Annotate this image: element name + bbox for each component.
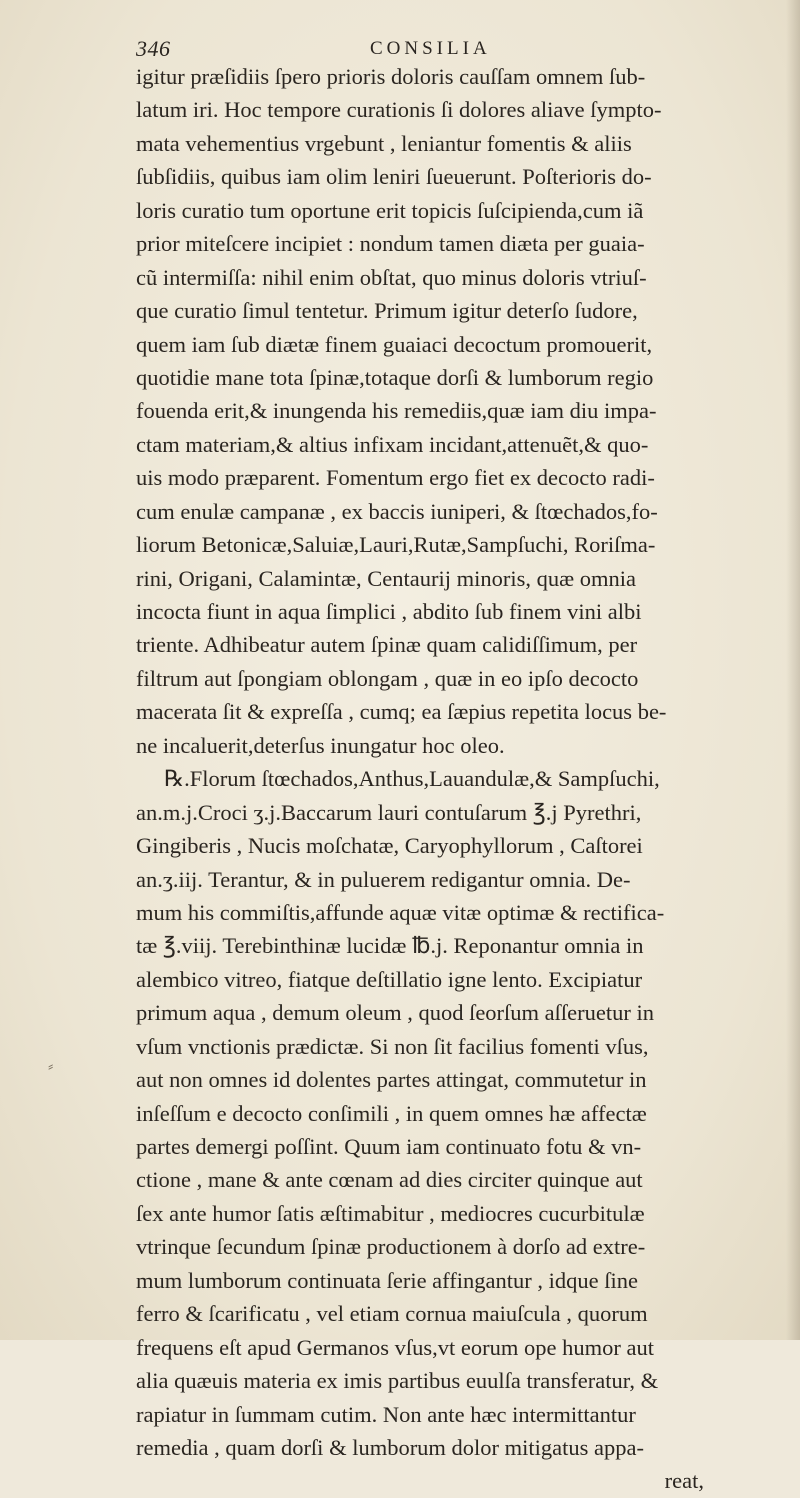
text-line: incocta fiunt in aqua ſimplici , abdito ſub finem vini albi — [136, 599, 642, 624]
text-line: mum lumborum continuata ſerie affingantur , idque ſine — [136, 1267, 638, 1293]
running-head: CONSILIA — [370, 38, 491, 59]
text-line: tæ ℥.viij. Terebinthinæ lucidæ ℔.j. Reponantur omnia in — [136, 933, 644, 959]
page-number: 346 — [136, 36, 171, 61]
text-line: an.m.j.Croci ʒ.j.Baccarum lauri contuſarum ℥.j Pyrethri, — [136, 799, 642, 825]
text-line: mata vehementius vrgebunt , leniantur fomentis & aliis — [136, 130, 632, 156]
text-line: ſex ante humor ſatis æſtimabitur , mediocres cucurbitulæ — [136, 1200, 645, 1226]
text-line: alia quæuis materia ex imis partibus euulſa transferatur, & — [136, 1368, 659, 1394]
text-line: uis modo præparent. Fomentum ergo fiet ex decocto radi- — [136, 465, 655, 491]
text-line: remedia , quam dorſi & lumborum dolor mitigatus appa- — [136, 1434, 645, 1460]
text-line: ferro & ſcarificatu , vel etiam cornua maiuſcula , quorum — [136, 1301, 648, 1327]
text-line: vſum vnctionis prædictæ. Si non ſit facilius fomenti vſus, — [136, 1033, 649, 1059]
text-line: prior miteſcere incipiet : nondum tamen diæta per guaia- — [136, 231, 645, 257]
recipe-line: ℞.Florum ſtœchados,Anthus,Lauandulæ,& Sampſuchi, — [164, 766, 660, 792]
text-line: ctam materiam,& altius infixam incidant,attenuẽt,& quo- — [136, 431, 649, 457]
text-line: alembico vitreo, fiatque deſtillatio igne lento. Excipiatur — [136, 966, 643, 992]
text-line: filtrum aut ſpongiam oblongam , quæ in eo ipſo decocto — [136, 665, 639, 691]
text-line: ſubſidiis, quibus iam olim leniri ſueuerunt. Poſterioris do- — [136, 164, 652, 190]
body-text — [136, 60, 708, 1498]
text-line: cum enulæ campanæ , ex baccis iuniperi, & ſtœchados,fo- — [136, 498, 658, 524]
text-line: partes demergi poſſint. Quum iam continuato fotu & vn- — [136, 1134, 642, 1159]
text-line: cũ intermiſſa: nihil enim obſtat, quo minus doloris vtriuſ- — [136, 264, 647, 290]
text-line: aut non omnes id dolentes partes attingat, commutetur in — [136, 1067, 647, 1093]
margin-mark: ⸗ — [48, 1058, 54, 1075]
text-line: quem iam ſub diætæ finem guaiaci decoctum promouerit, — [136, 331, 653, 357]
text-line: ne incaluerit,deterſus inungatur hoc oleo. — [136, 732, 505, 758]
text-line: vtrinque ſecundum ſpinæ productionem à dorſo ad extre- — [136, 1234, 646, 1260]
text-line: latum iri. Hoc tempore curationis ſi dolores aliave ſympto- — [136, 97, 662, 123]
text-line: loris curatio tum oportune erit topicis ſuſcipienda,cum iã — [136, 197, 644, 223]
text-line: que curatio ſimul tentetur. Primum igitur deterſo ſudore, — [136, 298, 638, 324]
text-line: inſeſſum e decocto conſimili , in quem omnes hæ affectæ — [136, 1100, 647, 1126]
text-line: ctione , mane & ante cœnam ad dies circiter quinque aut — [136, 1167, 643, 1193]
text-line: triente. Adhibeatur autem ſpinæ quam calidiſſimum, per — [136, 632, 638, 658]
text-line: rini, Origani, Calamintæ, Centaurij minoris, quæ omnia — [136, 565, 636, 591]
page-edge-shadow — [786, 0, 800, 1340]
text-line: an.ʒ.iij. Terantur, & in puluerem redigantur omnia. De- — [136, 866, 631, 892]
text-line: rapiatur in ſummam cutim. Non ante hæc intermittantur — [136, 1401, 636, 1427]
text-line: igitur præſidiis ſpero prioris doloris cauſſam omnem ſub- — [136, 64, 646, 89]
text-line: frequens eſt apud Germanos vſus,vt eorum ope humor aut — [136, 1334, 654, 1360]
text-line: macerata ſit & expreſſa , cumq; ea ſæpius repetita locus be- — [136, 699, 667, 725]
text-line: mum his commiſtis,affunde aquæ vitæ optimæ & rectifica- — [136, 899, 665, 925]
text-line: primum aqua , demum oleum , quod ſeorſum aſſeruetur in — [136, 1000, 655, 1026]
catchword: reat, — [664, 1468, 704, 1494]
text-line: Gingiberis , Nucis moſchatæ, Caryophyllorum , Caſtorei — [136, 833, 643, 859]
text-line: fouenda erit,& inungenda his remediis,quæ iam diu impa- — [136, 398, 657, 424]
text-line: quotidie mane tota ſpinæ,totaque dorſi & lumborum regio — [136, 364, 654, 390]
text-line: liorum Betonicæ,Saluiæ,Lauri,Rutæ,Sampſuchi, Roriſma- — [136, 532, 656, 558]
